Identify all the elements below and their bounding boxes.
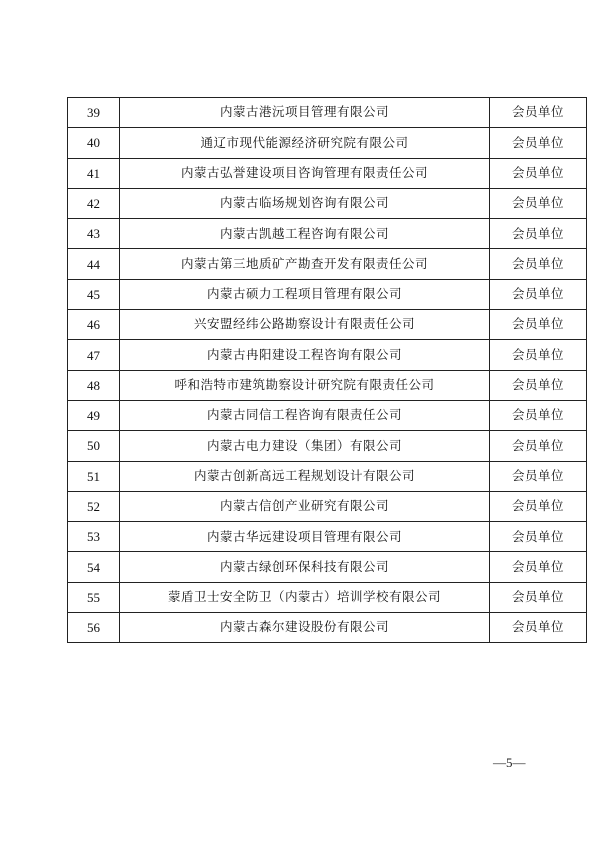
table-row [68, 249, 587, 279]
member-type-cell: 会员单位 [490, 431, 587, 461]
table-row [68, 98, 587, 128]
row-number-cell: 50 [68, 431, 120, 461]
row-number-cell: 53 [68, 522, 120, 552]
page-number: —5— [493, 755, 526, 770]
company-name-cell: 内蒙古同信工程咨询有限责任公司 [120, 400, 490, 430]
row-number-cell: 47 [68, 340, 120, 370]
table-row [68, 188, 587, 218]
row-number-cell: 39 [68, 98, 120, 128]
member-table-body [68, 98, 587, 643]
company-name-cell: 内蒙古冉阳建设工程咨询有限公司 [120, 340, 490, 370]
member-type-cell: 会员单位 [490, 158, 587, 188]
row-number-cell: 46 [68, 310, 120, 340]
row-number-cell: 40 [68, 128, 120, 158]
company-name-cell: 通辽市现代能源经济研究院有限公司 [120, 128, 490, 158]
member-type-cell: 会员单位 [490, 188, 587, 218]
member-type-cell: 会员单位 [490, 582, 587, 612]
row-number-cell: 52 [68, 491, 120, 521]
row-number-cell: 54 [68, 552, 120, 582]
row-number-cell: 56 [68, 613, 120, 643]
company-name-cell: 内蒙古信创产业研究有限公司 [120, 491, 490, 521]
table-row [68, 613, 587, 643]
row-number-cell: 44 [68, 249, 120, 279]
company-name-cell: 呼和浩特市建筑勘察设计研究院有限责任公司 [120, 370, 490, 400]
table-row [68, 158, 587, 188]
table-row [68, 370, 587, 400]
member-type-cell: 会员单位 [490, 552, 587, 582]
company-name-cell: 内蒙古创新高远工程规划设计有限公司 [120, 461, 490, 491]
member-type-cell: 会员单位 [490, 249, 587, 279]
company-name-cell: 内蒙古森尔建设股份有限公司 [120, 613, 490, 643]
row-number-cell: 51 [68, 461, 120, 491]
company-name-cell: 兴安盟经纬公路勘察设计有限责任公司 [120, 310, 490, 340]
table-row [68, 310, 587, 340]
company-name-cell: 内蒙古硕力工程项目管理有限公司 [120, 279, 490, 309]
table-row [68, 219, 587, 249]
table-row [68, 128, 587, 158]
member-type-cell: 会员单位 [490, 491, 587, 521]
member-type-cell: 会员单位 [490, 613, 587, 643]
member-type-cell: 会员单位 [490, 522, 587, 552]
company-name-cell: 内蒙古凯越工程咨询有限公司 [120, 219, 490, 249]
company-name-cell: 内蒙古绿创环保科技有限公司 [120, 552, 490, 582]
row-number-cell: 55 [68, 582, 120, 612]
member-type-cell: 会员单位 [490, 310, 587, 340]
company-name-cell: 内蒙古华远建设项目管理有限公司 [120, 522, 490, 552]
table-row [68, 279, 587, 309]
table-row [68, 461, 587, 491]
member-units-table [67, 97, 587, 643]
company-name-cell: 内蒙古港沅项目管理有限公司 [120, 98, 490, 128]
table-row [68, 400, 587, 430]
row-number-cell: 41 [68, 158, 120, 188]
member-type-cell: 会员单位 [490, 461, 587, 491]
row-number-cell: 48 [68, 370, 120, 400]
company-name-cell: 内蒙古第三地质矿产勘查开发有限责任公司 [120, 249, 490, 279]
row-number-cell: 43 [68, 219, 120, 249]
member-type-cell: 会员单位 [490, 219, 587, 249]
member-type-cell: 会员单位 [490, 400, 587, 430]
table-row [68, 340, 587, 370]
table-row [68, 491, 587, 521]
member-type-cell: 会员单位 [490, 340, 587, 370]
company-name-cell: 内蒙古临场规划咨询有限公司 [120, 188, 490, 218]
company-name-cell: 蒙盾卫士安全防卫（内蒙古）培训学校有限公司 [120, 582, 490, 612]
table-row [68, 431, 587, 461]
member-type-cell: 会员单位 [490, 370, 587, 400]
member-type-cell: 会员单位 [490, 279, 587, 309]
row-number-cell: 45 [68, 279, 120, 309]
row-number-cell: 42 [68, 188, 120, 218]
table-row [68, 552, 587, 582]
company-name-cell: 内蒙古弘誉建设项目咨询管理有限责任公司 [120, 158, 490, 188]
member-type-cell: 会员单位 [490, 128, 587, 158]
table-row [68, 522, 587, 552]
member-type-cell: 会员单位 [490, 98, 587, 128]
row-number-cell: 49 [68, 400, 120, 430]
table-row [68, 582, 587, 612]
company-name-cell: 内蒙古电力建设（集团）有限公司 [120, 431, 490, 461]
